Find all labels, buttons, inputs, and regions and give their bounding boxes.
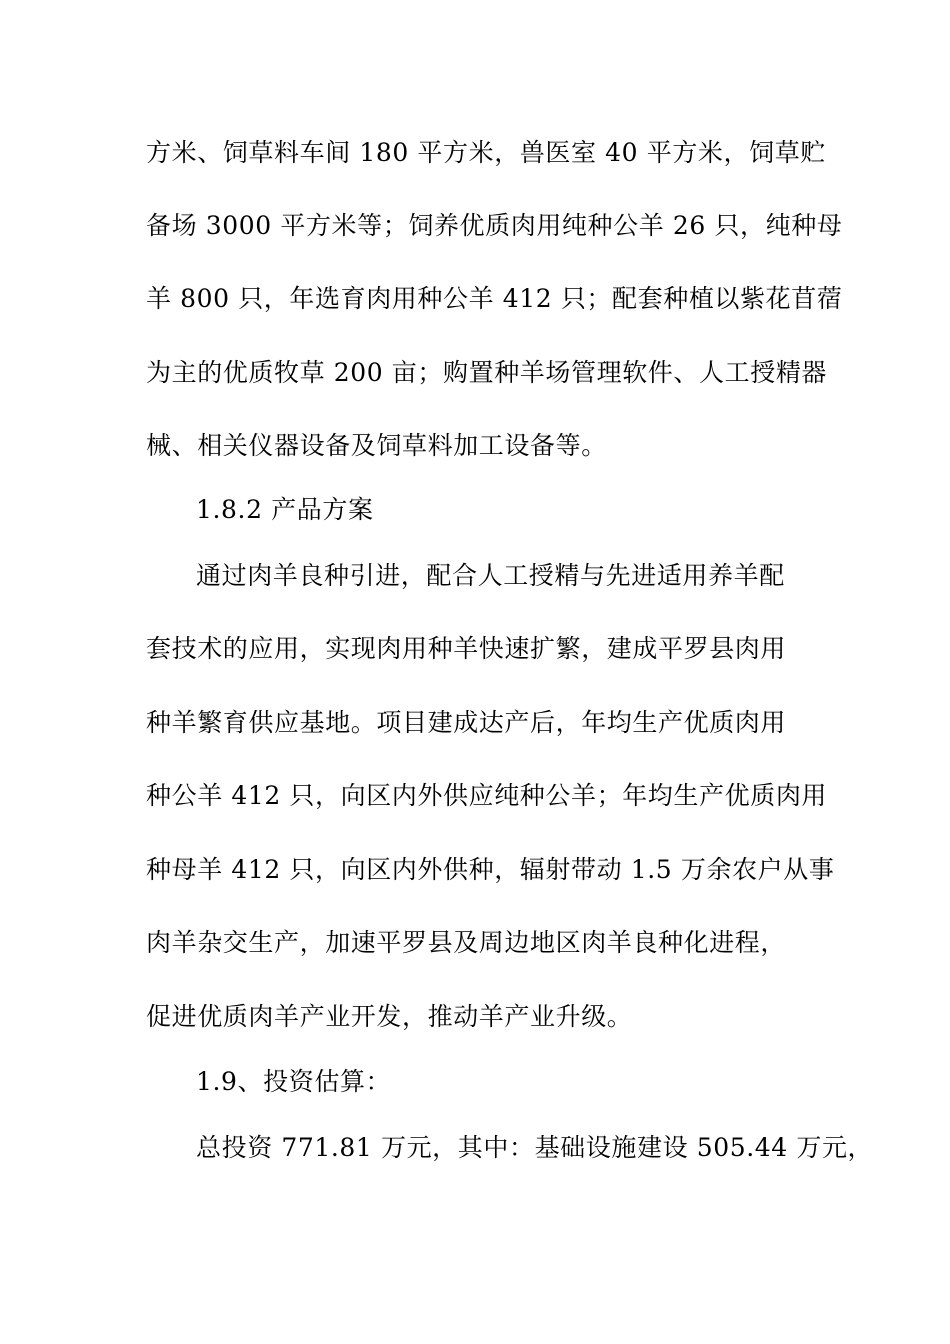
section-heading-investment: 1.9、投资估算： [196,1067,392,1096]
body-text-line: 套技术的应用，实现肉用种羊快速扩繁，建成平罗县肉用 [146,634,787,663]
paragraph-first-line: 总投资 771.81 万元，其中：基础设施建设 505.44 万元， [196,1133,874,1162]
section-heading-product-plan: 1.8.2 产品方案 [196,495,374,524]
paragraph-first-line: 通过肉羊良种引进，配合人工授精与先进适用养羊配 [196,561,785,590]
body-text-line: 械、相关仪器设备及饲草料加工设备等。 [146,431,607,460]
body-text-line: 种公羊 412 只，向区内外供应纯种公羊；年均生产优质肉用 [146,781,828,810]
body-text-line: 方米、饲草料车间 180 平方米，兽医室 40 平方米，饲草贮 [146,138,826,167]
body-text-line: 为主的优质牧草 200 亩；购置种羊场管理软件、人工授精器 [146,358,828,387]
body-text-line: 种羊繁育供应基地。项目建成达产后，年均生产优质肉用 [146,708,787,737]
body-text-line: 羊 800 只，年选育肉用种公羊 412 只；配套种植以紫花苜蓿 [146,284,843,313]
body-text-line: 促进优质肉羊产业开发，推动羊产业升级。 [146,1002,633,1031]
body-text-line: 种母羊 412 只，向区内外供种，辐射带动 1.5 万余农户从事 [146,855,835,884]
body-text-line: 备场 3000 平方米等；饲养优质肉用纯种公羊 26 只，纯种母 [146,211,843,240]
body-text-line: 肉羊杂交生产，加速平罗县及周边地区肉羊良种化进程， [146,928,787,957]
